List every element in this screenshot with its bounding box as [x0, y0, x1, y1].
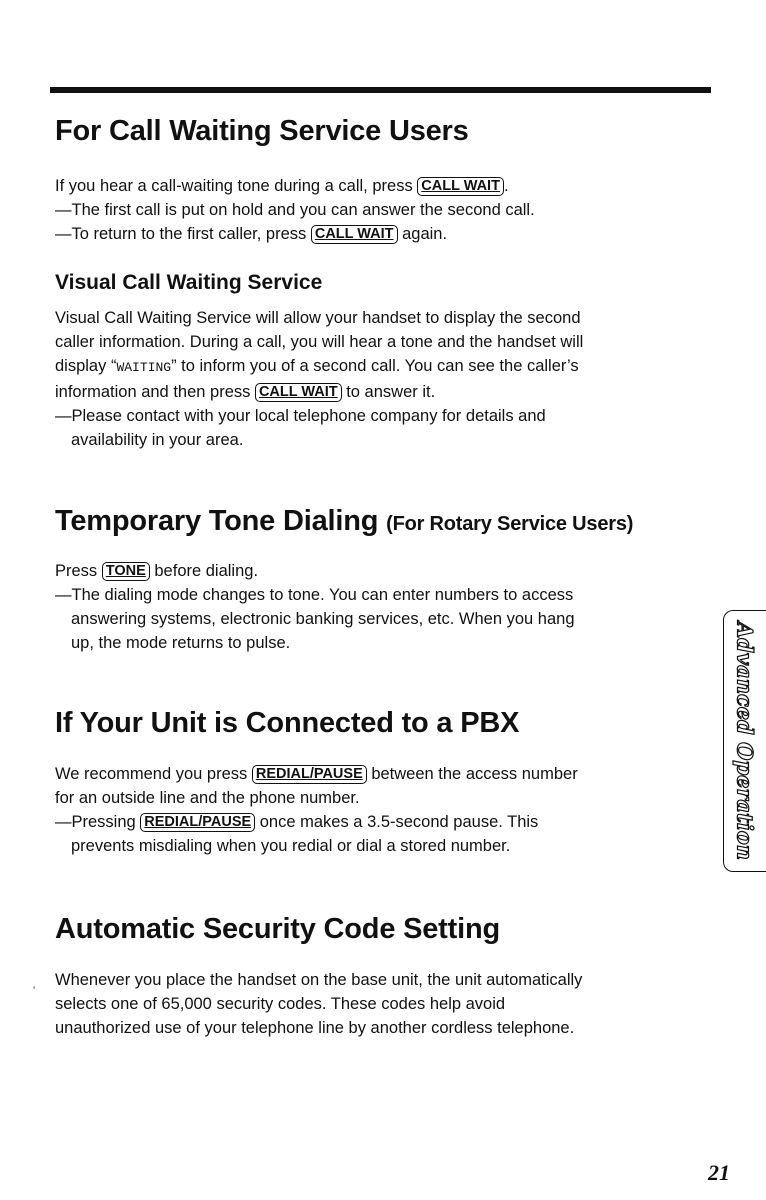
security-line-1: Whenever you place the handset on the base unit, the unit automatically — [55, 971, 583, 989]
text-run: We recommend you press — [55, 765, 252, 783]
text-run: Press — [55, 562, 102, 580]
pbx-line-1 — [55, 762, 715, 786]
section-tone-dialing — [55, 504, 715, 655]
text-run: —To return to the first caller, press — [55, 225, 311, 243]
call-waiting-line-1 — [55, 174, 715, 198]
section-call-waiting — [55, 114, 715, 246]
tone-dialing-heading — [55, 504, 715, 541]
text-run: to answer it. — [341, 383, 436, 401]
tone-line-4: up, the mode returns to pulse. — [71, 634, 291, 652]
top-rule — [50, 87, 711, 93]
text-run: ” to inform you of a second call. You can see the caller’s — [171, 357, 579, 375]
redial-pause-key: REDIAL/PAUSE — [252, 765, 367, 784]
text-run: If you hear a call-waiting tone during a call, press — [55, 177, 418, 195]
call-waiting-heading: For Call Waiting Service Users — [55, 115, 469, 147]
section-visual-call-waiting — [55, 270, 715, 452]
pbx-line-3 — [55, 810, 715, 834]
scan-speck: ‘ — [33, 985, 36, 996]
call-wait-key: CALL WAIT — [255, 383, 342, 402]
tone-key: TONE — [102, 562, 150, 581]
security-line-2: selects one of 65,000 security codes. These codes help avoid — [55, 995, 506, 1013]
call-waiting-line-3 — [55, 222, 715, 246]
section-security-code — [55, 912, 715, 1040]
visual-line-1: Visual Call Waiting Service will allow your handset to display the second — [55, 309, 581, 327]
tone-dialing-subtitle: (For Rotary Service Users) — [386, 513, 634, 535]
call-waiting-line-2: —The first call is put on hold and you can answer the second call. — [55, 201, 535, 219]
text-run: —Pressing — [55, 813, 141, 831]
tone-line-2: —The dialing mode changes to tone. You can enter numbers to access — [55, 586, 574, 604]
pbx-line-2: for an outside line and the phone number. — [55, 789, 360, 807]
security-line-3: unauthorized use of your telephone line by another cordless telephone. — [55, 1019, 575, 1037]
visual-line-5: —Please contact with your local telephone company for details and — [55, 407, 546, 425]
text-run: before dialing. — [149, 562, 259, 580]
text-run: display “ — [55, 357, 117, 375]
page-number: 21 — [708, 1160, 730, 1185]
visual-line-6: availability in your area. — [71, 431, 244, 449]
tone-dialing-title: Temporary Tone Dialing — [55, 505, 379, 537]
visual-line-3 — [55, 354, 715, 380]
side-tab-advanced-operation — [723, 610, 766, 872]
tone-line-1 — [55, 559, 715, 583]
visual-call-waiting-heading: Visual Call Waiting Service — [55, 271, 323, 294]
text-run: . — [503, 177, 509, 195]
display-waiting-text: WAITING — [116, 360, 172, 375]
text-run: information and then press — [55, 383, 255, 401]
security-heading: Automatic Security Code Setting — [55, 913, 500, 945]
tone-line-3: answering systems, electronic banking services, etc. When you hang — [71, 610, 575, 628]
pbx-heading: If Your Unit is Connected to a PBX — [55, 707, 520, 739]
pbx-line-4: prevents misdialing when you redial or dial a stored number. — [71, 837, 511, 855]
visual-line-2: caller information. During a call, you will hear a tone and the handset will — [55, 333, 584, 351]
text-run: once makes a 3.5-second pause. This — [255, 813, 539, 831]
redial-pause-key: REDIAL/PAUSE — [140, 813, 255, 832]
call-wait-key: CALL WAIT — [311, 225, 398, 244]
visual-line-4 — [55, 380, 715, 404]
text-run: between the access number — [366, 765, 578, 783]
call-wait-key: CALL WAIT — [417, 177, 504, 196]
text-run: again. — [397, 225, 448, 243]
side-tab-label: Advanced Operation — [732, 621, 758, 861]
section-pbx — [55, 706, 715, 858]
